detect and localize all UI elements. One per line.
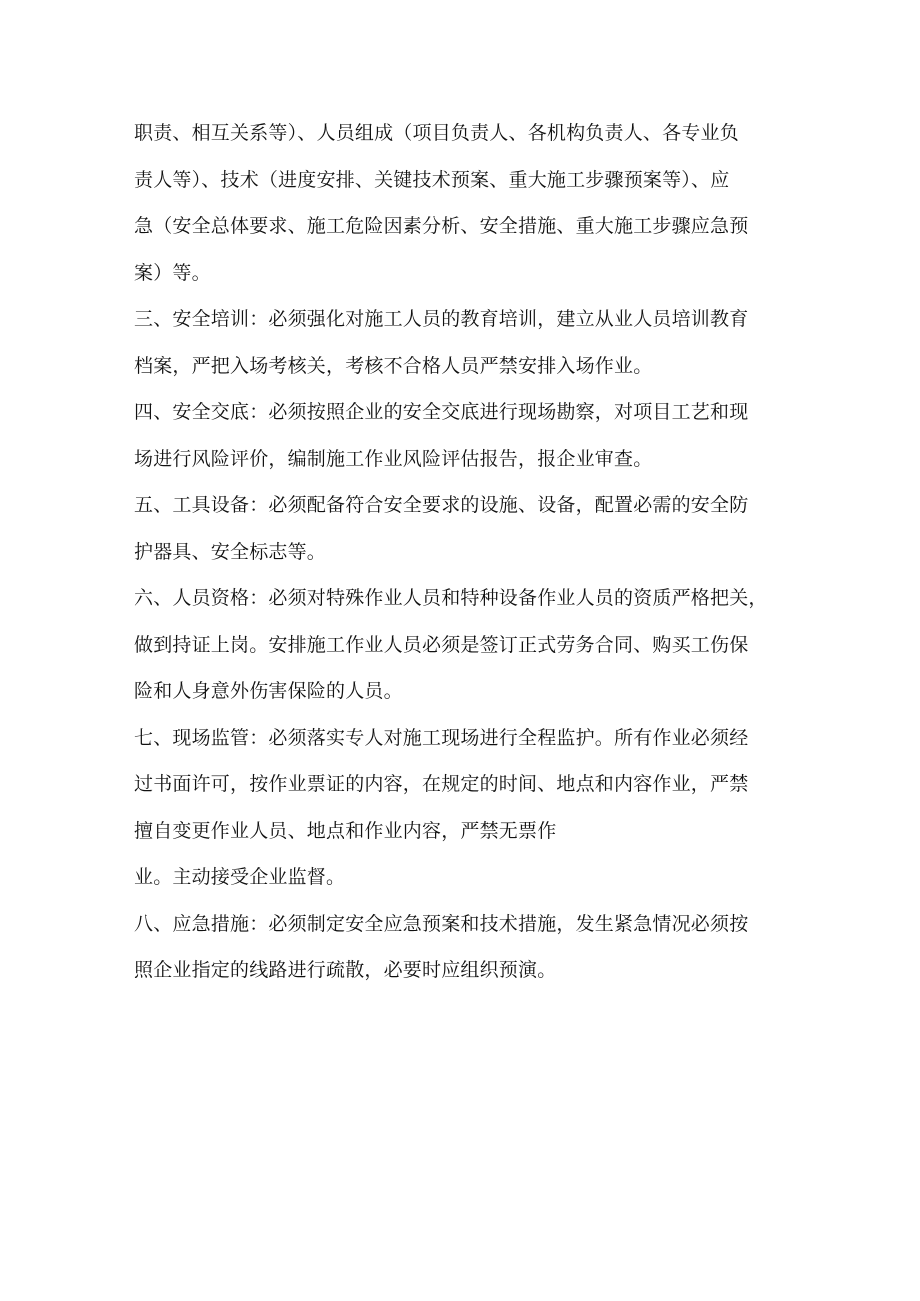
text-line: 照企业指定的线路进行疏散，必要时应组织预演。 (134, 959, 557, 981)
text-line: 档案，严把入场考核关，考核不合格人员严禁安排入场作业。 (134, 354, 653, 377)
text-line: 责人等）、技术（进度安排、关键技术预案、重大施工步骤预案等）、应 (134, 168, 730, 191)
text-line: 过书面许可，按作业票证的内容，在规定的时间、地点和内容作业，严禁 (134, 773, 749, 795)
text-line: 急（安全总体要求、施工危险因素分析、安全措施、重大施工步骤应急预 (134, 215, 749, 237)
text-line: 案）等。 (134, 261, 211, 284)
text-line: 场进行风险评价，编制施工作业风险评估报告，报企业审查。 (134, 447, 653, 470)
text-line: 八、应急措施：必须制定安全应急预案和技术措施，发生紧急情况必须按 (134, 912, 749, 935)
text-line: 险和人身意外伤害保险的人员。 (134, 680, 403, 702)
text-line: 护器具、安全标志等。 (134, 540, 327, 563)
text-line: 职责、相互关系等）、人员组成（项目负责人、各机构负责人、各专业负 (134, 122, 739, 144)
text-line: 五、工具设备：必须配备符合安全要求的设施、设备，配置必需的安全防 (134, 494, 749, 516)
text-line: 七、现场监管：必须落实专人对施工现场进行全程监护。所有作业必须经 (134, 726, 749, 749)
text-line: 四、安全交底：必须按照企业的安全交底进行现场勘察，对项目工艺和现 (134, 401, 749, 423)
text-line: 做到持证上岗。安排施工作业人员必须是签订正式劳务合同、购买工伤保 (134, 633, 749, 656)
text-line: 擅自变更作业人员、地点和作业内容，严禁无票作 (134, 819, 557, 842)
text-line: 三、安全培训：必须强化对施工人员的教育培训，建立从业人员培训教育 (134, 308, 749, 330)
text-line: 六、人员资格：必须对特殊作业人员和特种设备作业人员的资质严格把关， (134, 587, 768, 609)
document-body (134, 110, 794, 994)
text-line: 业。主动接受企业监督。 (134, 866, 346, 888)
